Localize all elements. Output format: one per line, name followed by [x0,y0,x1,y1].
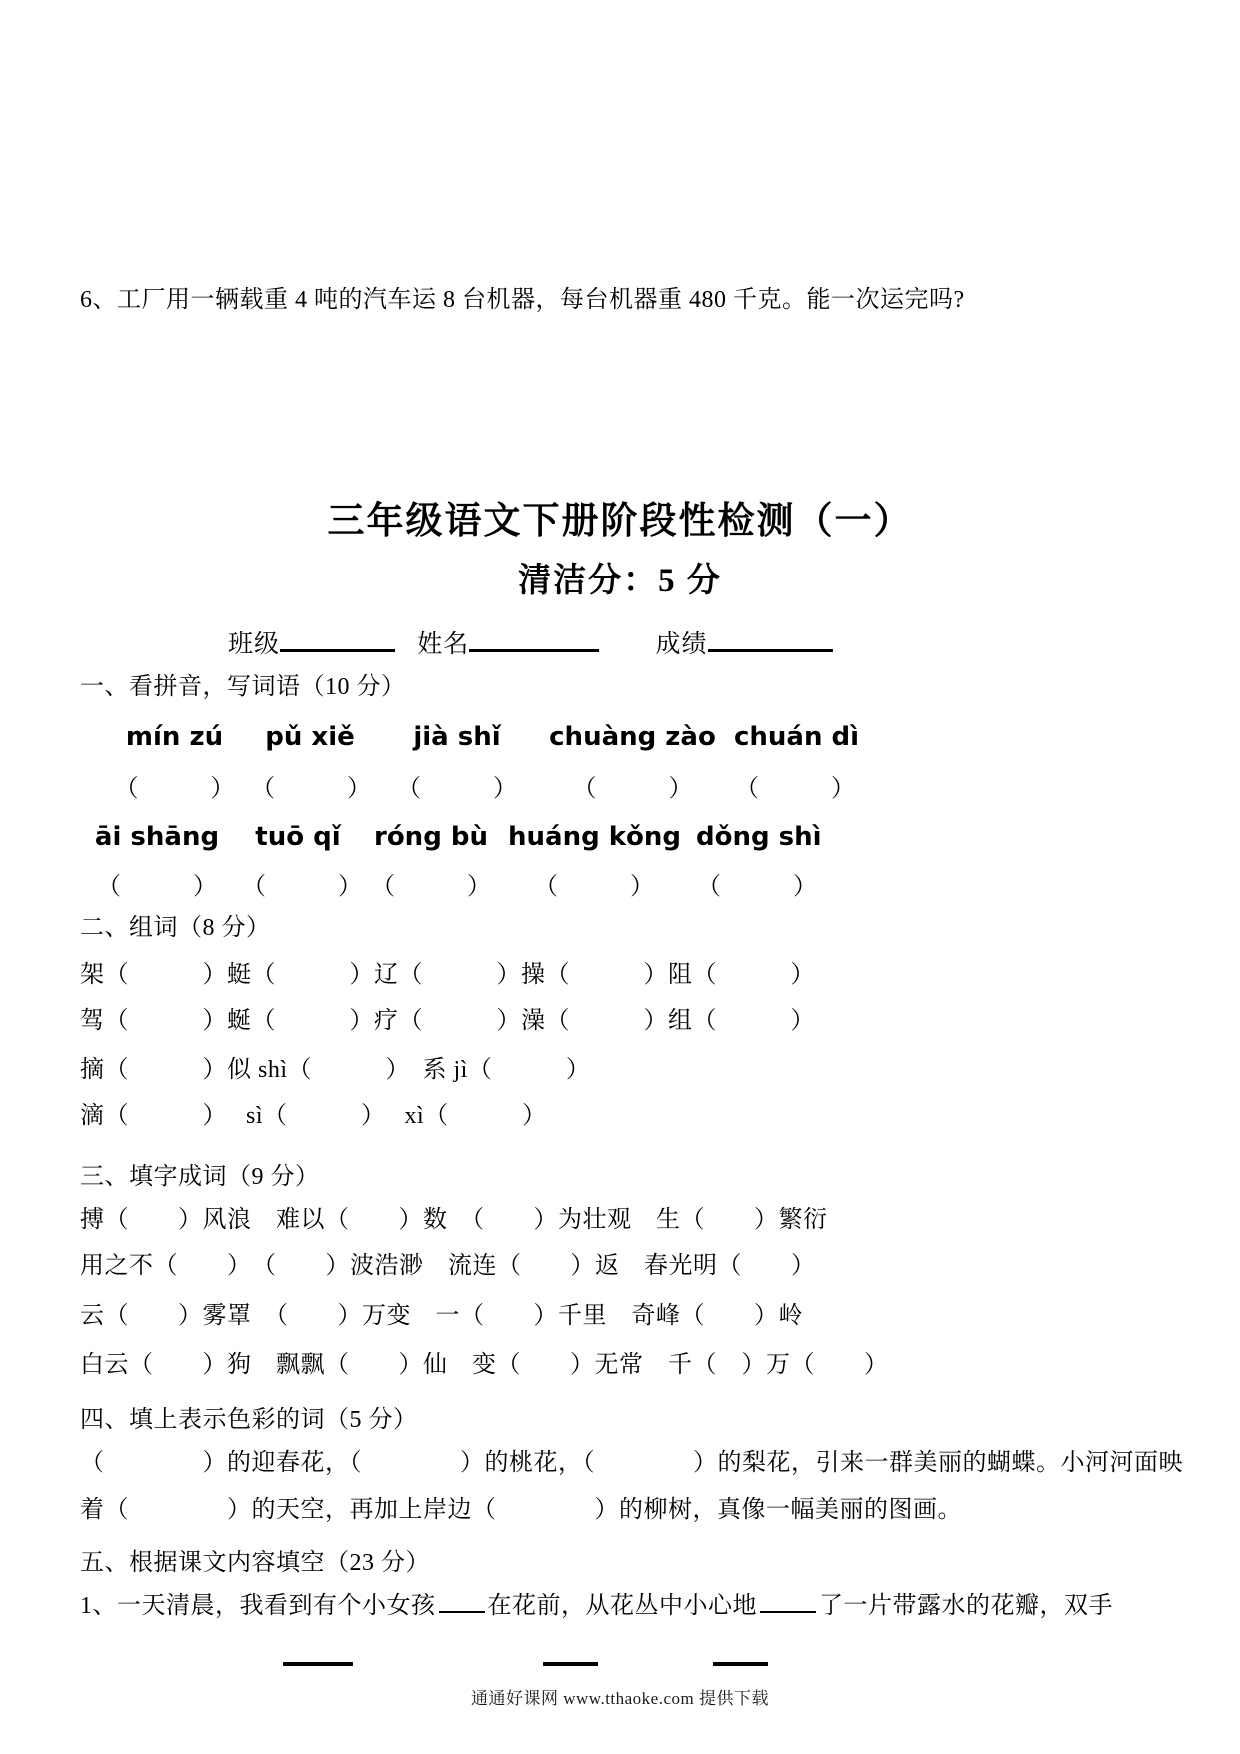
paren-blank: （ ） [114,776,235,802]
word-group-row: 驾（ ）蜒（ ）疗（ ）澡（ ）组（ ） [80,1008,815,1034]
paren-blank: （ ） [397,776,517,802]
pinyin-word: huáng kǒng [508,822,682,852]
answer-blank-line [760,1591,816,1613]
paren-blank-row-1 [112,768,856,803]
name-blank-line [469,627,599,652]
section-1-header: 一、看拼音，写词语（10 分） [80,674,406,700]
class-blank-line [280,627,395,652]
color-word-line: 着（ ）的天空，再加上岸边（ ）的柳树，真像一幅美丽的图画。 [80,1497,962,1523]
question-1-text: 在花前，从花丛中小心地 [487,1593,757,1619]
word-group-row: 滴（ ） sì（ ） xì（ ） [80,1103,547,1129]
idiom-fill-row: 云（ ）雾罩 （ ）万变 一（ ）千里 奇峰（ ）岭 [80,1303,803,1329]
score-blank-line [708,627,833,652]
answer-blank-line [713,1662,768,1666]
answer-blank-line [283,1662,353,1666]
idiom-fill-row: 用之不（ ） （ ）波浩渺 流连（ ）返 春光明（ ） [80,1253,816,1279]
question-1-text: 了一片带露水的花瓣，双手 [819,1593,1113,1619]
name-label: 姓名 [417,631,470,658]
section-2-header: 二、组词（8 分） [80,915,271,941]
section-4-header: 四、填上表示色彩的词（5 分） [80,1407,418,1433]
paren-blank: （ ） [534,874,654,900]
question-1-line [80,1591,1113,1621]
pinyin-word: mín zú [125,722,224,752]
pinyin-word: āi shāng [94,822,220,852]
page-title: 三年级语文下册阶段性检测（一） [327,501,913,542]
paren-blank: （ ） [572,776,693,802]
footer-watermark: 通通好课网 www.tthaoke.com 提供下载 [470,1689,770,1708]
paren-blank: （ ） [97,874,217,900]
cleanliness-score-subtitle: 清洁分：5 分 [518,563,722,599]
pinyin-word: róng bù [374,822,488,852]
paren-blank: （ ） [697,874,817,900]
question-1-text: 1、一天清晨，我看到有个小女孩 [80,1593,436,1619]
student-info-line [228,624,833,660]
pinyin-word: chuàng zào [549,722,716,752]
color-word-line: （ ）的迎春花，（ ）的桃花，（ ）的梨花，引来一群美丽的蝴蝶。小河河面映 [80,1450,1183,1476]
pinyin-word: chuán dì [734,722,860,752]
pinyin-word: jià shǐ [413,722,501,752]
math-question: 6、工厂用一辆载重 4 吨的汽车运 8 台机器，每台机器重 480 千克。能一次运完吗? [80,287,965,313]
score-label: 成绩 [655,631,708,658]
section-5-header: 五、根据课文内容填空（23 分） [80,1550,430,1576]
class-label: 班级 [228,631,281,658]
word-group-row: 摘（ ）似 shì（ ） 系 jì（ ） [80,1057,591,1083]
paren-blank: （ ） [735,776,855,802]
pinyin-word: dǒng shì [696,822,822,852]
paren-blank-row-2 [88,866,818,901]
section-3-header: 三、填字成词（9 分） [80,1164,320,1190]
paren-blank: （ ） [251,776,371,802]
idiom-fill-row: 搏（ ）风浪 难以（ ）数 （ ）为壮观 生（ ）繁衍 [80,1207,828,1233]
answer-blank-line [439,1591,485,1613]
pinyin-word: pǔ xiě [265,722,355,752]
pinyin-row-1 [112,722,860,752]
idiom-fill-row: 白云（ ）狗 飘飘（ ）仙 变（ ）无常 千（ ）万（ ） [80,1352,889,1378]
pinyin-row-2 [88,822,822,852]
answer-blank-line [543,1662,598,1666]
paren-blank: （ ） [242,874,362,900]
paren-blank: （ ） [371,874,491,900]
word-group-row: 架（ ）蜓（ ）辽（ ）操（ ）阻（ ） [80,962,815,988]
pinyin-word: tuō qǐ [255,822,341,852]
